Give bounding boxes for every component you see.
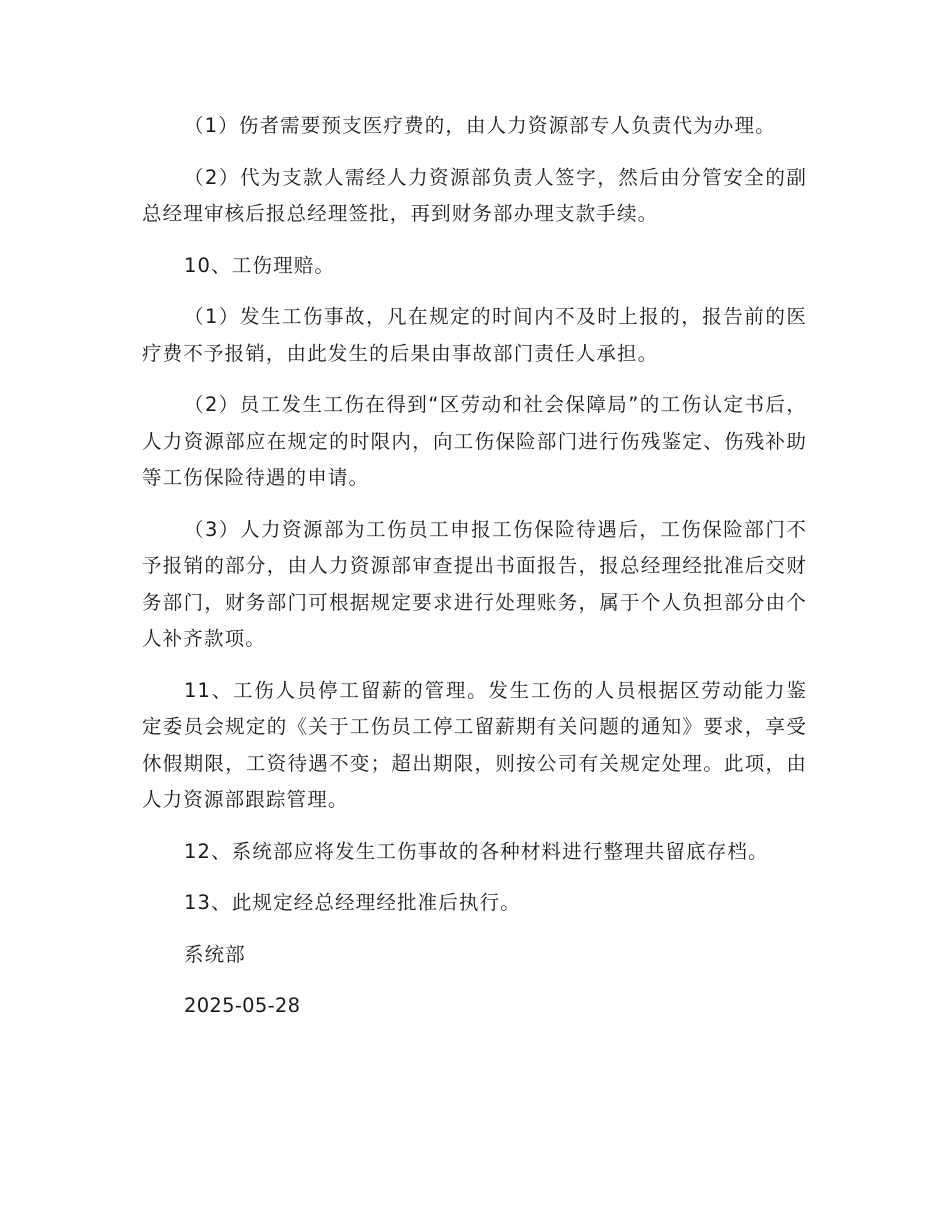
document-page xyxy=(142,108,807,1025)
paragraph-effective: 13、此规定经总经理经批准后执行。 xyxy=(184,891,521,914)
paragraph-advance-approval: （2）代为支款人需经人力资源部负责人签字，然后由分管安全的副总经理审核后报总经理签批，再到财务部办理支款手续。 xyxy=(142,165,807,225)
paragraph-injury-certification: （2）员工发生工伤在得到“区劳动和社会保障局”的工伤认定书后，人力资源部应在规定的时限内，向工伤保险部门进行伤残鉴定、伤残补助等工伤保险待遇的申请。 xyxy=(142,393,807,489)
paragraph-advance-medical-fee: （1）伤者需要预支医疗费的，由人力资源部专人负责代为办理。 xyxy=(184,114,776,137)
paragraph-reimbursement: （3）人力资源部为工伤员工申报工伤保险待遇后，工伤保险部门不予报销的部分，由人力资源部审查提出书面报告，报总经理经批准后交财务部门，财务部门可根据规定要求进行处理账务，属于个人负担部分由个人补齐款项。 xyxy=(142,517,807,650)
section-heading-injury-claims: 10、工伤理赔。 xyxy=(184,253,336,277)
paragraph-late-report: （1）发生工伤事故，凡在规定的时间内不及时上报的，报告前的医疗费不予报销，由此发生的后果由事故部门责任人承担。 xyxy=(142,305,807,365)
signature-department: 系统部 xyxy=(184,942,246,966)
paragraph-paid-leave: 11、工伤人员停工留薪的管理。发生工伤的人员根据区劳动能力鉴定委员会规定的《关于工伤员工停工留薪期有关问题的通知》要求，享受休假期限，工资待遇不变；超出期限，则按公司有关规定处理。此项，由人力资源部跟踪管理。 xyxy=(142,678,807,811)
paragraph-archiving: 12、系统部应将发生工伤事故的各种材料进行整理共留底存档。 xyxy=(184,839,769,863)
document-date: 2025-05-28 xyxy=(184,994,301,1017)
